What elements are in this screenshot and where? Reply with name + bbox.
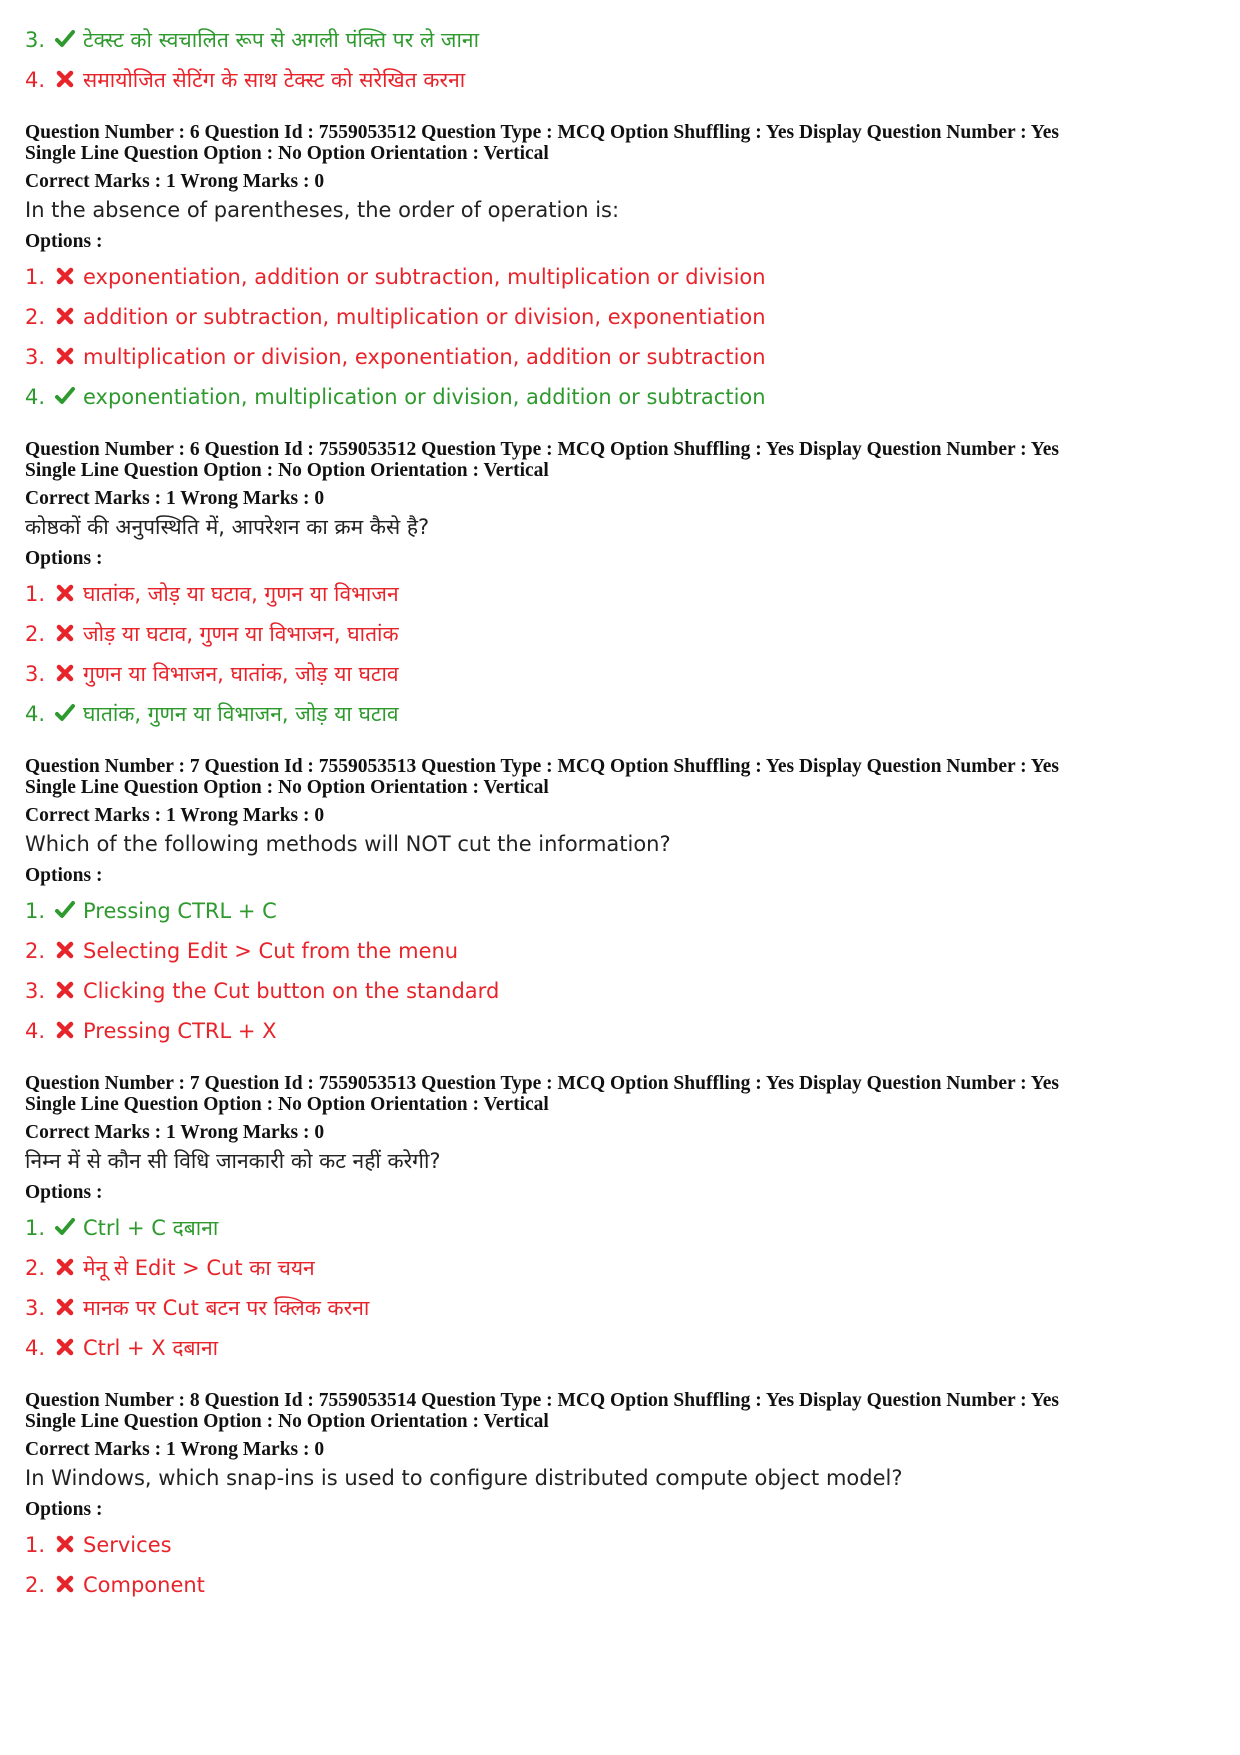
option-number: 2. [25,305,46,329]
cross-icon [55,299,81,323]
options-label: Options : [25,1499,103,1520]
check-icon [55,893,81,917]
option-number: 3. [25,662,46,686]
question-meta-line2: Single Line Question Option : No Option Orientation : Vertical [25,143,549,164]
cross-icon [55,576,81,600]
options-label: Options : [25,548,103,569]
option-row [25,614,1214,654]
option-number: 4. [25,385,46,409]
question-meta: Question Number : 7 Question Id : 7559053513 Question Type : MCQ Option Shuffling : Yes Display Question Number : Yes [25,1073,1059,1094]
option-number: 4. [25,1336,46,1360]
option-text: घातांक, गुणन या विभाजन, जोड़ या घटाव [83,702,399,726]
option-text: addition or subtraction, multiplication or division, exponentiation [83,305,766,329]
question-marks: Correct Marks : 1 Wrong Marks : 0 [25,805,325,826]
option-text: Services [83,1533,172,1557]
option-text: Component [83,1573,205,1597]
option-number: 4. [25,702,46,726]
option-row [25,1328,1214,1368]
top-options-list [25,20,1214,100]
option-number: 2. [25,1256,46,1280]
check-icon [55,22,81,46]
cross-icon [55,1567,81,1591]
option-number: 2. [25,1573,46,1597]
option-row [25,1208,1214,1248]
option-number: 1. [25,1216,46,1240]
option-text: Pressing CTRL + X [83,1019,277,1043]
option-number: 2. [25,939,46,963]
option-row [25,257,1214,297]
cross-icon [55,1527,81,1551]
option-text: Clicking the Cut button on the standard [83,979,500,1003]
check-icon [55,696,81,720]
option-text: exponentiation, multiplication or division, addition or subtraction [83,385,766,409]
question-text: In Windows, which snap-ins is used to configure distributed compute object model? [25,1466,903,1490]
option-text: Selecting Edit > Cut from the menu [83,939,459,963]
question-block [25,756,1214,1051]
question-block [25,1073,1214,1368]
options-label: Options : [25,231,103,252]
question-meta-line2: Single Line Question Option : No Option Orientation : Vertical [25,777,549,798]
cross-icon [55,1290,81,1314]
option-row [25,1011,1214,1051]
option-text: मेनू से Edit > Cut का चयन [83,1256,315,1280]
cross-icon [55,339,81,363]
option-text: समायोजित सेटिंग के साथ टेक्स्ट को सरेखित करना [83,68,466,92]
option-row [25,377,1214,417]
option-row [25,654,1214,694]
option-row [25,297,1214,337]
option-number: 1. [25,582,46,606]
check-icon [55,1210,81,1234]
option-text: multiplication or division, exponentiation, addition or subtraction [83,345,766,369]
option-row [25,694,1214,734]
cross-icon [55,1250,81,1274]
cross-icon [55,1330,81,1354]
option-row [25,1248,1214,1288]
option-row [25,931,1214,971]
question-block [25,122,1214,417]
question-marks: Correct Marks : 1 Wrong Marks : 0 [25,1439,325,1460]
question-marks: Correct Marks : 1 Wrong Marks : 0 [25,1122,325,1143]
question-meta: Question Number : 6 Question Id : 7559053512 Question Type : MCQ Option Shuffling : Yes Display Question Number : Yes [25,439,1059,460]
question-block [25,1390,1214,1605]
cross-icon [55,62,81,86]
option-row [25,1525,1214,1565]
cross-icon [55,616,81,640]
option-number: 1. [25,265,46,289]
check-icon [55,379,81,403]
options-label: Options : [25,865,103,886]
cross-icon [55,656,81,680]
question-text: निम्न में से कौन सी विधि जानकारी को कट नहीं करेगी? [25,1149,441,1173]
option-row [25,1565,1214,1605]
question-meta: Question Number : 6 Question Id : 7559053512 Question Type : MCQ Option Shuffling : Yes Display Question Number : Yes [25,122,1059,143]
option-number: 4. [25,68,46,92]
option-text: Ctrl + X दबाना [83,1336,219,1360]
option-text: Pressing CTRL + C [83,899,277,923]
option-text: मानक पर Cut बटन पर क्लिक करना [83,1296,370,1320]
question-meta: Question Number : 7 Question Id : 7559053513 Question Type : MCQ Option Shuffling : Yes Display Question Number : Yes [25,756,1059,777]
option-text: गुणन या विभाजन, घातांक, जोड़ या घटाव [83,662,399,686]
option-number: 1. [25,899,46,923]
question-meta-line2: Single Line Question Option : No Option Orientation : Vertical [25,460,549,481]
cross-icon [55,973,81,997]
option-text: टेक्स्ट को स्वचालित रूप से अगली पंक्ति पर ले जाना [83,28,480,52]
question-text: Which of the following methods will NOT cut the information? [25,832,671,856]
question-marks: Correct Marks : 1 Wrong Marks : 0 [25,488,325,509]
option-row [25,1288,1214,1328]
question-meta-line2: Single Line Question Option : No Option Orientation : Vertical [25,1411,549,1432]
question-marks: Correct Marks : 1 Wrong Marks : 0 [25,171,325,192]
option-number: 3. [25,979,46,1003]
question-meta-line2: Single Line Question Option : No Option Orientation : Vertical [25,1094,549,1115]
option-row [25,20,1214,60]
option-text: exponentiation, addition or subtraction, multiplication or division [83,265,766,289]
option-number: 3. [25,28,46,52]
options-label: Options : [25,1182,103,1203]
question-text: In the absence of parentheses, the order of operation is: [25,198,620,222]
option-text: जोड़ या घटाव, गुणन या विभाजन, घातांक [83,622,399,646]
option-number: 1. [25,1533,46,1557]
option-row [25,971,1214,1011]
question-meta: Question Number : 8 Question Id : 7559053514 Question Type : MCQ Option Shuffling : Yes Display Question Number : Yes [25,1390,1059,1411]
option-number: 3. [25,345,46,369]
option-text: घातांक, जोड़ या घटाव, गुणन या विभाजन [83,582,399,606]
cross-icon [55,933,81,957]
option-row [25,337,1214,377]
cross-icon [55,1013,81,1037]
option-text: Ctrl + C दबाना [83,1216,219,1240]
option-row [25,574,1214,614]
cross-icon [55,259,81,283]
option-row [25,60,1214,100]
option-number: 2. [25,622,46,646]
option-number: 4. [25,1019,46,1043]
option-row [25,891,1214,931]
option-number: 3. [25,1296,46,1320]
question-text: कोष्ठकों की अनुपस्थिति में, आपरेशन का क्रम कैसे है? [25,515,430,539]
question-block [25,439,1214,734]
